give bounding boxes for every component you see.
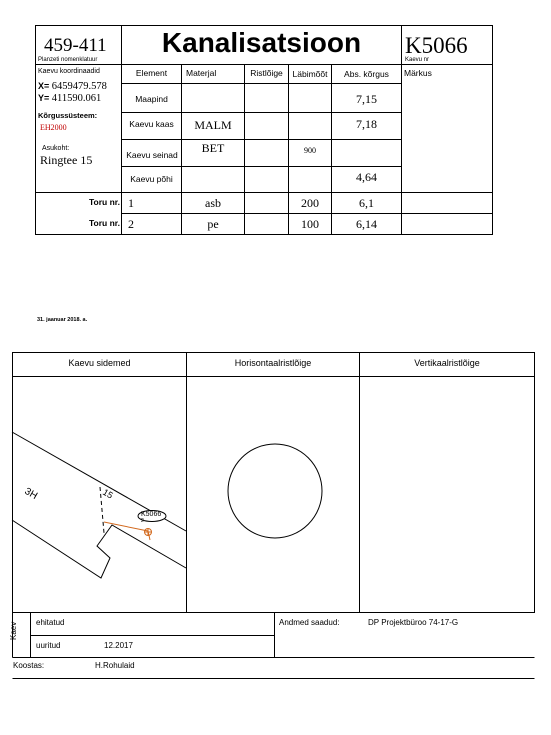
col-header-abs: Abs. kõrgus <box>344 69 389 79</box>
row-material: BET <box>201 141 225 155</box>
row-element: Kaevu seinad <box>126 150 178 160</box>
col-header-material: Materjal <box>186 68 217 78</box>
x-label: X= <box>38 81 50 91</box>
row-element: Maapind <box>135 94 168 104</box>
row-abs: 4,64 <box>356 170 377 184</box>
page-title: Kanalisatsioon <box>161 27 362 58</box>
coords-label: Kaevu koordinaadid <box>38 68 100 75</box>
height-system-label: Kõrgussüsteem: <box>38 111 98 120</box>
pipe-abs: 6,14 <box>356 217 377 231</box>
row-diameter: 900 <box>304 146 316 155</box>
col-header-element: Element <box>135 68 168 78</box>
built-label: ehitatud <box>36 618 65 627</box>
sheet-number: 459-411 <box>44 35 107 56</box>
col1-title: Kaevu sidemed <box>68 358 131 368</box>
row-element: Kaevu kaas <box>129 119 174 129</box>
side-label: Kaev <box>9 621 18 640</box>
well-id: K5066 <box>405 33 468 58</box>
surveyed-date: 12.2017 <box>104 641 133 650</box>
col-header-diameter: Läbimõõt <box>292 69 328 79</box>
pipe-material: asb <box>205 196 221 210</box>
well-id-caption: Kaevu nr <box>405 57 430 63</box>
map-sketch <box>12 432 186 578</box>
map-pipe-label: 2 <box>141 518 144 524</box>
pipe-nr: 2 <box>128 217 134 231</box>
author-label: Koostas: <box>13 661 45 670</box>
document-date: 31. jaanuar 2018. a. <box>37 317 88 323</box>
col2-title: Horisontaalristlõige <box>234 358 312 368</box>
row-abs: 7,18 <box>356 117 377 131</box>
pipe-label: Toru nr. <box>88 218 120 228</box>
data-from-label: Andmed saadud: <box>279 618 340 627</box>
well-cross-section-circle <box>228 444 322 538</box>
col-header-cross: Ristlõige <box>250 68 283 78</box>
location-value: Ringtee 15 <box>40 153 93 167</box>
pipe-diameter: 100 <box>301 217 319 231</box>
pipe-line <box>104 522 150 540</box>
row-material: MALM <box>194 118 232 132</box>
y-label: Y= <box>38 93 50 103</box>
height-system-value: EH2000 <box>40 123 67 132</box>
pipe-diameter: 200 <box>301 196 319 210</box>
col-header-note: Märkus <box>404 68 432 78</box>
data-from-value: DP Projektbüroo 74-17-G <box>368 618 459 627</box>
pipe-material: pe <box>207 217 219 231</box>
row-element: Kaevu põhi <box>130 174 173 184</box>
map-plot-number: 15 <box>101 487 115 501</box>
row-abs: 7,15 <box>356 92 377 106</box>
author-value: H.Rohulaid <box>95 661 135 670</box>
sheet-caption: Planzeti nomenklatuur <box>38 57 98 63</box>
map-building-label: 3H <box>22 486 40 502</box>
x-value: 6459479.578 <box>51 81 107 92</box>
location-label: Asukoht: <box>42 145 70 152</box>
surveyed-label: uuritud <box>36 641 61 650</box>
col3-title: Vertikaalristlõige <box>414 358 480 368</box>
pipe-nr: 1 <box>128 196 134 210</box>
map-well-label: K5066 <box>141 511 162 518</box>
y-value: 411590.061 <box>51 93 102 104</box>
pipe-abs: 6,1 <box>359 196 374 210</box>
pipe-label: Toru nr. <box>88 197 120 207</box>
